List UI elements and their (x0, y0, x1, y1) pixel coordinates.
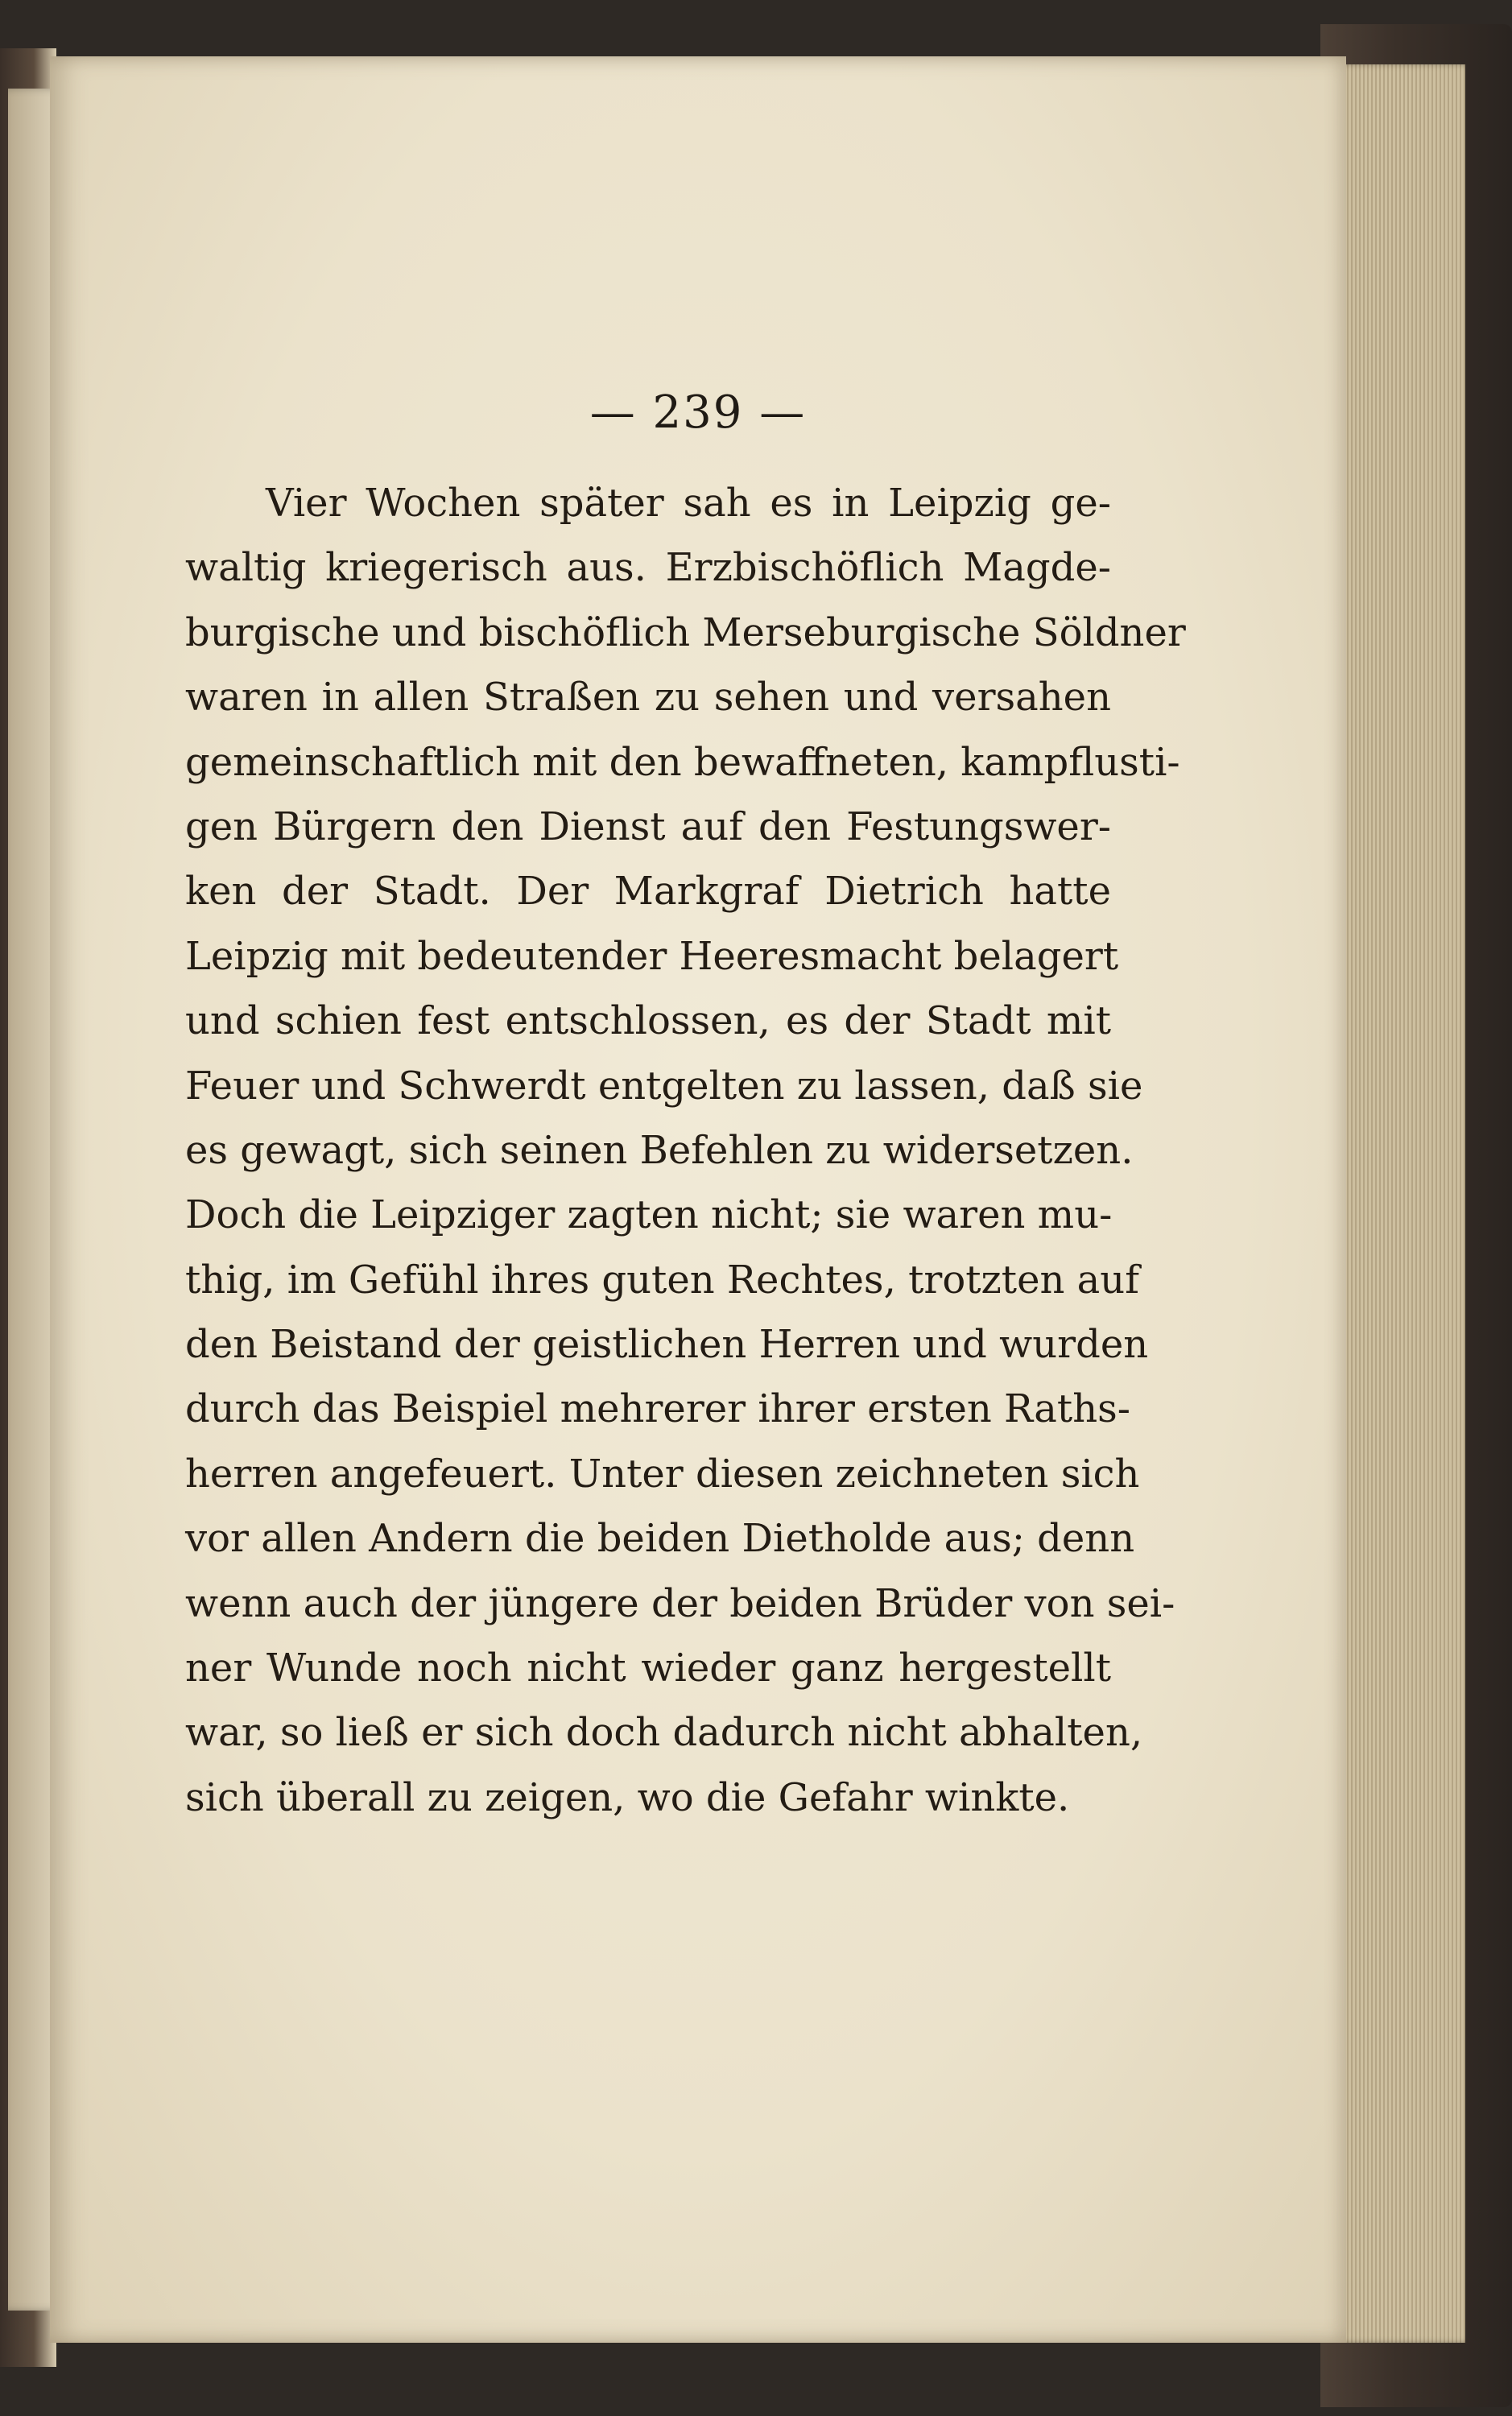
text-line: Leipzig mit bedeutender Heeresmacht belagert (185, 933, 1119, 979)
text-line: und schien fest entschlossen, es der Stadt mit (185, 998, 1111, 1044)
text-line: ken der Stadt. Der Markgraf Dietrich hatte (185, 869, 1111, 915)
text-line: Doch die Leipziger zagten nicht; sie waren mu- (185, 1192, 1113, 1238)
text-line: Feuer und Schwerdt entgelten zu lassen, daß sie (185, 1063, 1143, 1109)
text-line: den Beistand der geistlichen Herren und wurden (185, 1322, 1149, 1368)
text-line: waltig kriegerisch aus. Erzbischöflich Magde- (185, 545, 1111, 591)
text-line: waren in allen Straßen zu sehen und versahen (185, 675, 1111, 721)
text-line: burgische und bischöflich Merseburgische Söldner (185, 609, 1186, 655)
text-line: durch das Beispiel mehrerer ihrer ersten Raths- (185, 1386, 1130, 1432)
text-line: Vier Wochen später sah es in Leipzig ge- (266, 481, 1111, 526)
text-line: gen Bürgern den Dienst auf den Festungswer- (185, 803, 1111, 849)
text-line: herren angefeuert. Unter diesen zeichneten sich (185, 1451, 1140, 1497)
text-line: gemeinschaftlich mit den bewaffneten, kampflusti- (185, 739, 1180, 785)
book-page (50, 56, 1346, 2343)
page-number: — 239 — (589, 386, 807, 439)
text-line: es gewagt, sich seinen Befehlen zu widersetzen. (185, 1127, 1134, 1173)
text-line: vor allen Andern die beiden Dietholde aus; denn (185, 1516, 1135, 1562)
text-line: sich überall zu zeigen, wo die Gefahr winkte. (185, 1774, 1070, 1820)
text-line: ner Wunde noch nicht wieder ganz hergestellt (185, 1646, 1111, 1691)
body-text (185, 471, 1186, 1830)
text-line: war, so ließ er sich doch dadurch nicht abhalten, (185, 1710, 1143, 1756)
text-line: wenn auch der jüngere der beiden Brüder von sei- (185, 1580, 1175, 1626)
text-line: thig, im Gefühl ihres guten Rechtes, trotzten auf (185, 1257, 1139, 1303)
